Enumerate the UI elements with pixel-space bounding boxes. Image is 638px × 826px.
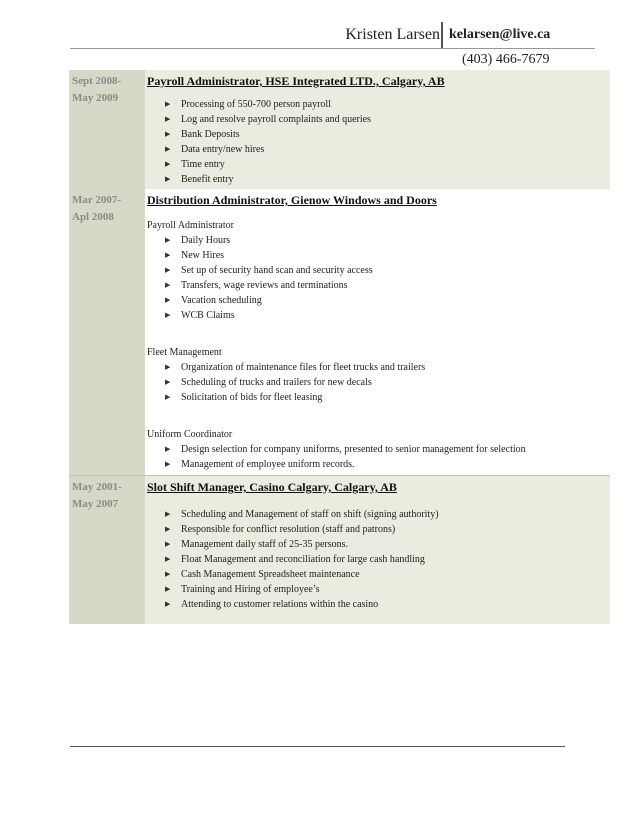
job-dates-start: Mar 2007- — [72, 194, 121, 206]
job-dates-end: Apl 2008 — [72, 211, 114, 223]
list-item: ▶ Attending to customer relations within the casino — [147, 597, 610, 612]
list-item: ▶ Processing of 550-700 person payroll — [147, 97, 610, 112]
job-dates-start: May 2001- — [72, 481, 122, 493]
job-row — [69, 475, 610, 624]
list-item: ▶ WCB Claims — [147, 308, 610, 323]
header-name: Kristen Larsen — [345, 26, 440, 43]
job-content — [145, 189, 610, 475]
list-item: ▶ New Hires — [147, 248, 610, 263]
header-rule — [70, 48, 595, 49]
job-content — [145, 70, 610, 189]
list-item: ▶ Bank Deposits — [147, 127, 610, 142]
job-row — [69, 70, 610, 189]
list-item: ▶ Benefit entry — [147, 172, 610, 187]
job-dates — [69, 70, 145, 189]
job-title: Distribution Administrator, Gienow Windows and Doors — [147, 193, 437, 207]
list-item: ▶ Management daily staff of 25-35 persons. — [147, 537, 610, 552]
list-item: ▶ Responsible for conflict resolution (staff and patrons) — [147, 522, 610, 537]
footer-rule — [70, 746, 565, 747]
header-phone: (403) 466-7679 — [462, 52, 550, 67]
list-item: ▶ Set up of security hand scan and security access — [147, 263, 610, 278]
job-row — [69, 189, 610, 475]
list-item: ▶ Float Management and reconciliation for large cash handling — [147, 552, 610, 567]
list-item: ▶ Log and resolve payroll complaints and queries — [147, 112, 610, 127]
list-item: ▶ Cash Management Spreadsheet maintenance — [147, 567, 610, 582]
job-dates-end: May 2009 — [72, 92, 119, 104]
job-bullets — [147, 442, 610, 472]
job-dates-end: May 2007 — [72, 498, 119, 510]
list-item: ▶ Organization of maintenance files for fleet trucks and trailers — [147, 360, 610, 375]
header-email: kelarsen@live.ca — [449, 27, 551, 42]
list-item: ▶ Vacation scheduling — [147, 293, 610, 308]
job-dates — [69, 476, 145, 624]
list-item: ▶ Training and Hiring of employee’s — [147, 582, 610, 597]
job-bullets — [147, 233, 610, 323]
list-item: ▶ Transfers, wage reviews and terminations — [147, 278, 610, 293]
job-bullets — [147, 97, 610, 187]
sub-heading: Payroll Administrator — [147, 220, 234, 231]
job-dates — [69, 189, 145, 475]
job-title: Payroll Administrator, HSE Integrated LTD., Calgary, AB — [147, 74, 445, 88]
experience-table — [69, 70, 610, 624]
job-title: Slot Shift Manager, Casino Calgary, Calgary, AB — [147, 480, 397, 494]
list-item: ▶ Daily Hours — [147, 233, 610, 248]
sub-heading: Fleet Management — [147, 347, 222, 358]
list-item: ▶ Solicitation of bids for fleet leasing — [147, 390, 610, 405]
job-content — [145, 476, 610, 624]
list-item: ▶ Scheduling and Management of staff on shift (signing authority) — [147, 507, 610, 522]
list-item: ▶ Scheduling of trucks and trailers for new decals — [147, 375, 610, 390]
list-item: ▶ Time entry — [147, 157, 610, 172]
header-divider — [441, 22, 443, 48]
sub-heading: Uniform Coordinator — [147, 429, 233, 440]
job-dates-start: Sept 2008- — [72, 75, 122, 87]
job-bullets — [147, 507, 610, 612]
list-item: ▶ Data entry/new hires — [147, 142, 610, 157]
list-item: ▶ Design selection for company uniforms, presented to senior management for selection — [147, 442, 610, 457]
job-bullets — [147, 360, 610, 405]
list-item: ▶ Management of employee uniform records. — [147, 457, 610, 472]
